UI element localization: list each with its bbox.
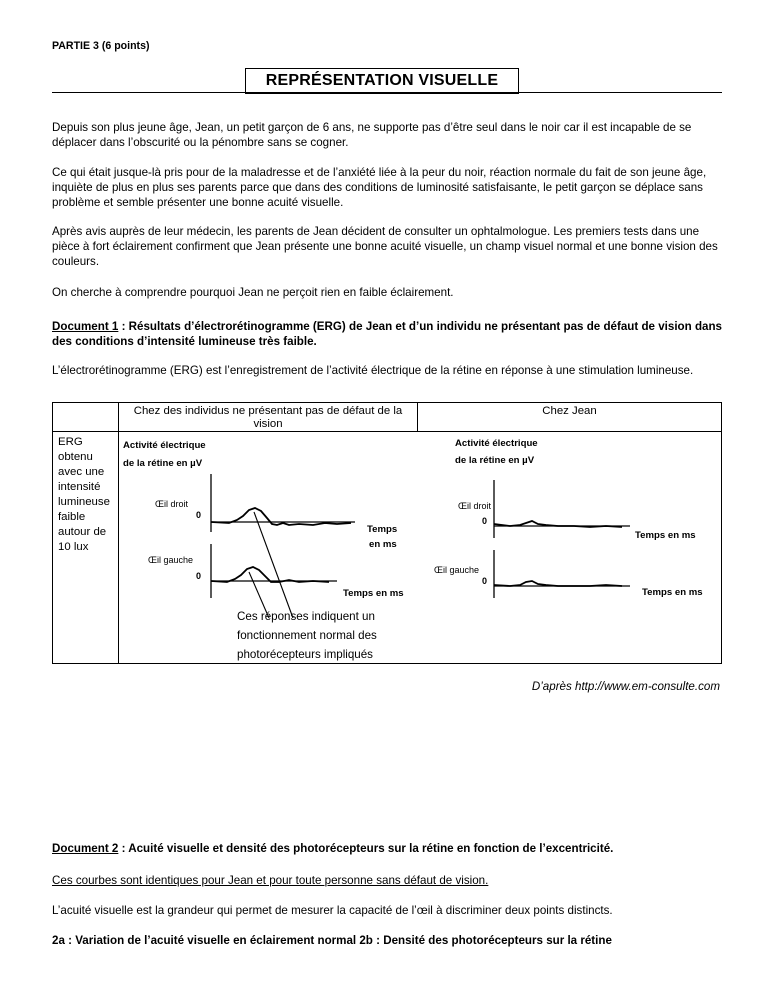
intro-paragraph-1: Depuis son plus jeune âge, Jean, un petit garçon de 6 ans, ne supporte pas d’être seul dans le noir car il est incapable de se déplacer dans l’obscurité ou la pénombre sans se cogner. bbox=[52, 121, 692, 149]
doc2-heading bbox=[52, 841, 722, 856]
intro-paragraph-4: On cherche à comprendre pourquoi Jean ne perçoit rien en faible éclairement. bbox=[52, 286, 454, 299]
intro-paragraph-2: Ce qui était jusque-là pris pour de la maladresse et de l’anxiété liée à la peur du noir, réaction normale du fait de son jeune âge, inquiète de plus en plus ses parents parce que dans des conditions de luminosité satisfaisante, le petit garçon se déplace sans problème et semble présenter une bonne acuité visuelle. bbox=[52, 166, 707, 209]
title-underline bbox=[52, 92, 722, 93]
table-header-normal bbox=[118, 402, 418, 432]
ylabel-line1: Activité électrique bbox=[123, 440, 206, 451]
annotation-line2: fonctionnement normal des bbox=[237, 629, 377, 642]
zero-label: 0 bbox=[482, 516, 488, 526]
table-header-jean bbox=[417, 402, 722, 432]
time-label-full: Temps en ms bbox=[343, 588, 404, 599]
erg-graph-normal bbox=[119, 432, 417, 663]
doc1-title: : Résultats d’électrorétinogramme (ERG) de Jean et d’un individu ne présentant pas de défaut de vision dans des conditions d’intensité lumineuse très faible. bbox=[52, 320, 722, 348]
doc2-note: Ces courbes sont identiques pour Jean et pour toute personne sans défaut de vision. bbox=[52, 874, 489, 887]
row-label: ERG obtenu avec une intensité lumineuse faible autour de 10 lux bbox=[58, 436, 110, 553]
ylabel-line1: Activité électrique bbox=[455, 438, 538, 449]
col-normal-label: Chez des individus ne présentant pas de défaut de la vision bbox=[133, 405, 403, 430]
part-label: PARTIE 3 (6 points) bbox=[52, 40, 150, 52]
time-label-full: Temps en ms bbox=[642, 587, 703, 598]
doc1-definition: L’électrorétinogramme (ERG) est l’enregistrement de l’activité électrique de la rétine en réponse à une stimulation lumineuse. bbox=[52, 364, 694, 377]
zero-label: 0 bbox=[196, 510, 202, 520]
doc1-source: D’après http://www.em-consulte.com bbox=[531, 680, 720, 693]
annotation-line3: photorécepteurs impliqués bbox=[237, 648, 373, 661]
ylabel-line2: de la rétine en µV bbox=[123, 458, 203, 469]
pointer-line-right-eye bbox=[254, 512, 293, 618]
doc2-definition: L’acuité visuelle est la grandeur qui permet de mesurer la capacité de l’œil à discriminer deux points distincts. bbox=[52, 904, 613, 917]
trace-left-eye bbox=[211, 567, 329, 582]
ylabel-line2: de la rétine en µV bbox=[455, 455, 535, 466]
doc1-heading bbox=[52, 319, 722, 349]
left-eye-label: Œil gauche bbox=[434, 565, 480, 575]
trace-left-eye bbox=[494, 581, 622, 586]
doc2-subtitles: 2a : Variation de l’acuité visuelle en éclairement normal 2b : Densité des photorécepteurs sur la rétine bbox=[52, 934, 612, 947]
left-eye-label: Œil gauche bbox=[148, 555, 194, 565]
annotation-line1: Ces réponses indiquent un bbox=[237, 610, 375, 623]
time-label-a: Temps bbox=[367, 524, 398, 535]
zero-label: 0 bbox=[196, 571, 202, 581]
time-label-full: Temps en ms bbox=[635, 530, 696, 541]
col-jean-label: Chez Jean bbox=[542, 405, 597, 417]
right-eye-label: Œil droit bbox=[458, 501, 492, 511]
right-eye-label: Œil droit bbox=[155, 499, 189, 509]
trace-right-eye bbox=[494, 521, 622, 527]
doc2-label: Document 2 bbox=[52, 842, 119, 855]
table-corner bbox=[52, 402, 119, 432]
intro-paragraph-3: Après avis auprès de leur médecin, les parents de Jean décident de consulter un ophtalmologue. Les premiers tests dans une pièce à fort éclairement confirment que Jean présente une bonne acuité visuelle, un champ visuel normal et une bonne vision des couleurs. bbox=[52, 225, 718, 268]
row-label-cell bbox=[52, 431, 119, 664]
doc1-label: Document 1 bbox=[52, 320, 119, 333]
time-label-b: en ms bbox=[369, 539, 397, 550]
page-title: REPRÉSENTATION VISUELLE bbox=[245, 68, 519, 94]
zero-label: 0 bbox=[482, 576, 488, 586]
doc2-title: : Acuité visuelle et densité des photorécepteurs sur la rétine en fonction de l’excentricité. bbox=[118, 842, 614, 855]
erg-graph-jean bbox=[418, 432, 721, 663]
